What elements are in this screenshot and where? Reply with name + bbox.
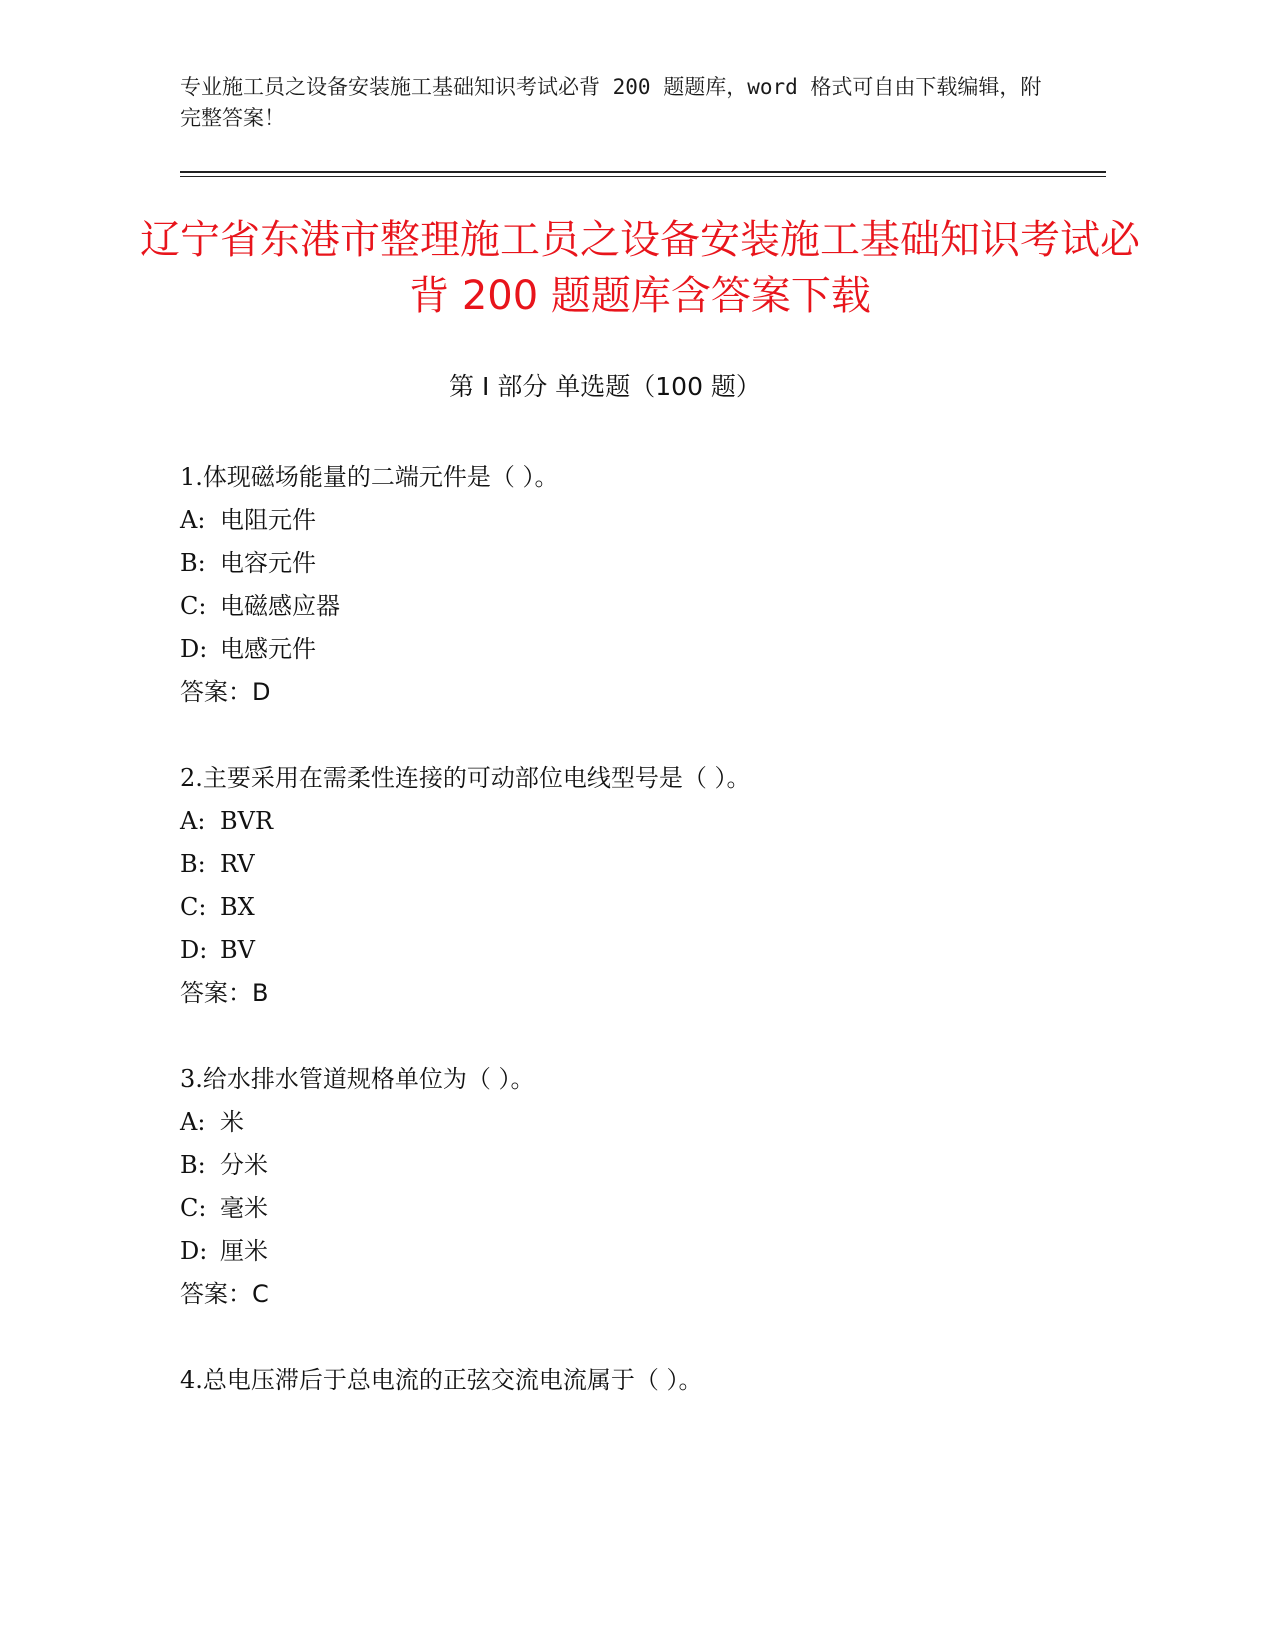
option-letter: D: xyxy=(180,1237,208,1265)
question-stem: 3.给水排水管道规格单位为（ ）。 xyxy=(180,1065,535,1093)
option xyxy=(180,1100,1110,1143)
question xyxy=(180,455,1110,713)
option-letter: A: xyxy=(180,1108,206,1136)
option-letter: C: xyxy=(180,592,207,620)
option-letter: C: xyxy=(180,893,207,921)
option xyxy=(180,1186,1110,1229)
option-text: 米 xyxy=(220,1108,244,1136)
question xyxy=(180,1358,1110,1401)
option xyxy=(180,627,1110,670)
option-letter: B: xyxy=(180,850,206,878)
answer: 答案：D xyxy=(180,678,271,706)
option-text: 电容元件 xyxy=(220,549,316,577)
option-text: 分米 xyxy=(220,1151,268,1179)
option xyxy=(180,1143,1110,1186)
question-stem: 1.体现磁场能量的二端元件是（ ）。 xyxy=(180,463,559,491)
option-text: 电感元件 xyxy=(220,635,316,663)
header-note: 专业施工员之设备安装施工基础知识考试必背 200 题题库，word 格式可自由下载编辑，附完整答案！ xyxy=(180,75,1042,130)
document-title: 辽宁省东港市整理施工员之设备安装施工基础知识考试必背 200 题题库含答案下载 xyxy=(140,217,1140,319)
header-rule-thick xyxy=(180,171,1106,173)
option-text: 厘米 xyxy=(220,1237,268,1265)
option-text: 毫米 xyxy=(220,1194,268,1222)
header-rule-thin xyxy=(180,176,1106,177)
option-letter: B: xyxy=(180,549,206,577)
answer: 答案：B xyxy=(180,979,269,1007)
question xyxy=(180,1057,1110,1315)
option xyxy=(180,928,1110,971)
question-list xyxy=(180,455,1110,1444)
option-letter: D: xyxy=(180,936,208,964)
option-letter: B: xyxy=(180,1151,206,1179)
option xyxy=(180,885,1110,928)
option-text: RV xyxy=(220,850,255,878)
option-letter: D: xyxy=(180,635,208,663)
option xyxy=(180,842,1110,885)
option xyxy=(180,541,1110,584)
section-title: 第 I 部分 单选题（100 题） xyxy=(449,372,761,401)
option xyxy=(180,498,1110,541)
option xyxy=(180,584,1110,627)
option-text: 电磁感应器 xyxy=(220,592,340,620)
question xyxy=(180,756,1110,1014)
option-text: 电阻元件 xyxy=(220,506,316,534)
option xyxy=(180,1229,1110,1272)
question-stem: 2.主要采用在需柔性连接的可动部位电线型号是（ ）。 xyxy=(180,764,751,792)
option-letter: A: xyxy=(180,506,206,534)
question-stem: 4.总电压滞后于总电流的正弦交流电流属于（ ）。 xyxy=(180,1366,703,1394)
option-text: BV xyxy=(220,936,255,964)
option-letter: A: xyxy=(180,807,206,835)
option-letter: C: xyxy=(180,1194,207,1222)
option-text: BVR xyxy=(220,807,274,835)
option-text: BX xyxy=(220,893,255,921)
answer: 答案：C xyxy=(180,1280,269,1308)
option xyxy=(180,799,1110,842)
